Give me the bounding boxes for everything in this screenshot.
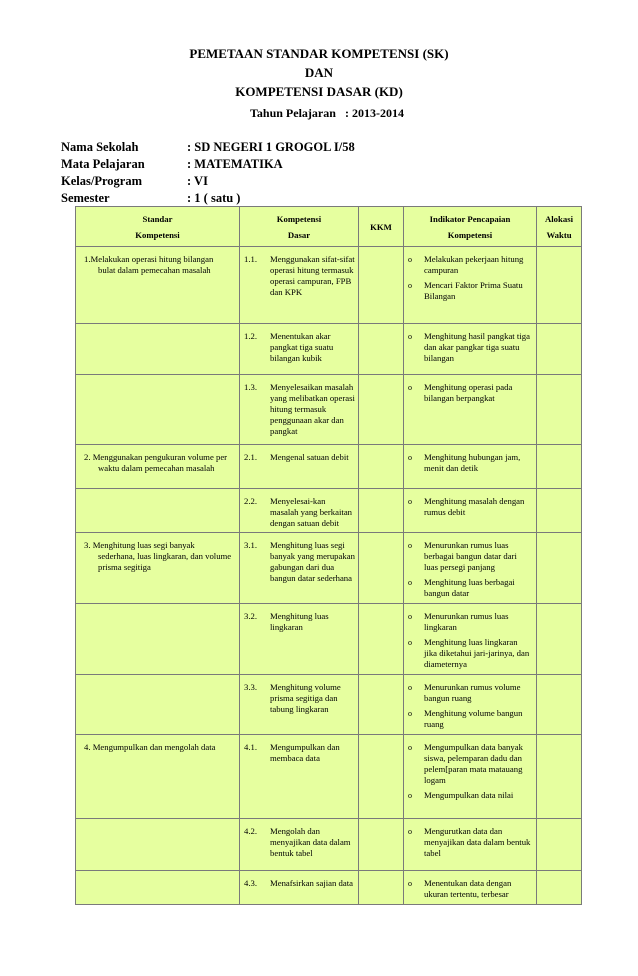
kd-cell — [240, 375, 359, 445]
indicator-item — [408, 540, 532, 573]
alokasi-cell — [537, 819, 582, 871]
col-header-alokasi — [537, 207, 582, 247]
bullet-icon: o — [408, 743, 412, 752]
info-subject — [61, 157, 283, 172]
kd-cell — [240, 489, 359, 533]
bullet-icon: o — [408, 612, 412, 621]
indicator-cell — [404, 324, 537, 375]
indicator-item — [408, 496, 532, 518]
kd-number: 3.1. — [244, 540, 258, 550]
kd-cell — [240, 675, 359, 735]
kkm-cell — [359, 735, 404, 819]
info-value: : 1 ( satu ) — [187, 191, 241, 205]
sk-cell — [76, 675, 240, 735]
indicator-text: Menghitung hasil pangkat tiga dan akar pangkar tiga suatu bilangan — [424, 331, 530, 363]
table-row — [76, 324, 582, 375]
bullet-icon: o — [408, 541, 412, 550]
kkm-cell — [359, 247, 404, 324]
indicator-text: Menghitung volume bangun ruang — [424, 708, 523, 729]
bullet-icon: o — [408, 453, 412, 462]
indicator-text: Menentukan data dengan ukuran tertentu, terbesar — [424, 878, 512, 899]
indicator-cell — [404, 735, 537, 819]
info-value: : MATEMATIKA — [187, 157, 283, 171]
indicator-text: Menghitung luas lingkaran jika diketahui jari-jarinya, dan diameternya — [424, 637, 530, 669]
kd-text: Menentukan akar pangkat tiga suatu bilangan kubik — [270, 331, 334, 363]
indicator-text: Menurunkan rumus luas berbagai bangun datar dari luas persegi panjang — [424, 540, 517, 572]
sk-cell — [76, 324, 240, 375]
indicator-item — [408, 708, 532, 730]
table-row — [76, 604, 582, 675]
table-row — [76, 375, 582, 445]
doc-title-line-2: DAN — [304, 65, 334, 80]
indicator-text: Menurunkan rumus volume bangun ruang — [424, 682, 521, 703]
col-header-text: Standar — [142, 213, 173, 224]
col-header-text: Alokasi — [544, 213, 573, 224]
table-row — [76, 445, 582, 489]
kd-cell — [240, 735, 359, 819]
sk-text: 1.Melakukan operasi hitung bilangan bulat dalam pemecahan masalah — [84, 254, 214, 275]
kkm-cell — [359, 871, 404, 905]
alokasi-cell — [537, 445, 582, 489]
sk-cell — [76, 871, 240, 905]
kd-number: 3.2. — [244, 611, 258, 621]
kd-text: Menghitung volume prisma segitiga dan tabung lingkaran — [270, 682, 341, 714]
kd-cell — [240, 533, 359, 604]
col-header-text: Kompetensi — [447, 229, 493, 240]
bullet-icon: o — [408, 683, 412, 692]
indicator-item — [408, 611, 532, 633]
indicator-cell — [404, 819, 537, 871]
kkm-cell — [359, 604, 404, 675]
alokasi-cell — [537, 735, 582, 819]
sk-cell — [76, 445, 240, 489]
alokasi-cell — [537, 533, 582, 604]
sk-cell — [76, 735, 240, 819]
indicator-cell — [404, 675, 537, 735]
sk-cell — [76, 819, 240, 871]
kkm-cell — [359, 533, 404, 604]
indicator-item — [408, 254, 532, 276]
indicator-cell — [404, 375, 537, 445]
bullet-icon: o — [408, 578, 412, 587]
indicator-item — [408, 280, 532, 302]
kd-number: 2.1. — [244, 452, 258, 462]
info-value: : VI — [187, 174, 208, 188]
alokasi-cell — [537, 675, 582, 735]
kd-text: Mengumpulkan dan membaca data — [270, 742, 340, 763]
bullet-icon: o — [408, 281, 412, 290]
info-school — [61, 140, 355, 155]
indicator-item — [408, 382, 532, 404]
kd-number: 4.2. — [244, 826, 258, 836]
info-label: Nama Sekolah — [61, 140, 139, 154]
kd-cell — [240, 247, 359, 324]
bullet-icon: o — [408, 638, 412, 647]
indicator-text: Mengumpulkan data nilai — [424, 790, 514, 800]
bullet-icon: o — [408, 709, 412, 718]
indicator-text: Menghitung hubungan jam, menit dan detik — [424, 452, 521, 473]
bullet-icon: o — [408, 827, 412, 836]
kd-cell — [240, 324, 359, 375]
bullet-icon: o — [408, 255, 412, 264]
indicator-cell — [404, 871, 537, 905]
kkm-cell — [359, 819, 404, 871]
kkm-cell — [359, 375, 404, 445]
info-class — [61, 174, 208, 189]
indicator-text: Menghitung masalah dengan rumus debit — [424, 496, 525, 517]
kd-number: 1.1. — [244, 254, 258, 264]
kkm-cell — [359, 324, 404, 375]
col-header-text: Kompetensi — [276, 213, 322, 224]
sk-cell — [76, 533, 240, 604]
table-row — [76, 489, 582, 533]
indicator-item — [408, 637, 532, 670]
alokasi-cell — [537, 324, 582, 375]
sk-cell — [76, 489, 240, 533]
academic-year — [250, 106, 404, 121]
info-semester — [61, 191, 241, 206]
kd-text: Mengenal satuan debit — [270, 452, 349, 462]
kd-text: Menyelesaikan masalah yang melibatkan operasi hitung termasuk penggunaan akar dan pangkat — [270, 382, 355, 436]
col-header-text: Indikator Pencapaian — [429, 213, 511, 224]
kd-number: 1.2. — [244, 331, 258, 341]
kd-number: 4.1. — [244, 742, 258, 752]
kd-number: 3.3. — [244, 682, 258, 692]
info-value: : SD NEGERI 1 GROGOL I/58 — [187, 140, 355, 154]
indicator-cell — [404, 604, 537, 675]
col-header-kd — [240, 207, 359, 247]
sk-cell — [76, 247, 240, 324]
kd-number: 4.3. — [244, 878, 258, 888]
bullet-icon: o — [408, 332, 412, 341]
kd-text: Menafsirkan sajian data — [270, 878, 353, 888]
alokasi-cell — [537, 871, 582, 905]
indicator-cell — [404, 533, 537, 604]
kd-cell — [240, 819, 359, 871]
indicator-text: Mengurutkan data dan menyajikan data dalam bentuk tabel — [424, 826, 531, 858]
indicator-text: Melakukan pekerjaan hitung campuran — [424, 254, 524, 275]
col-header-kkm — [359, 207, 404, 247]
indicator-cell — [404, 489, 537, 533]
info-label: Semester — [61, 191, 110, 205]
indicator-item — [408, 331, 532, 364]
col-header-text: Kompetensi — [135, 229, 180, 240]
col-header-text: Dasar — [287, 229, 311, 240]
indicator-item — [408, 577, 532, 599]
table-row — [76, 247, 582, 324]
info-label: Mata Pelajaran — [61, 157, 145, 171]
indicator-text: Menurunkan rumus luas lingkaran — [424, 611, 509, 632]
table-row — [76, 871, 582, 905]
table-header-row — [76, 207, 582, 247]
alokasi-cell — [537, 604, 582, 675]
col-header-text: Waktu — [546, 229, 572, 240]
doc-title-line-3: KOMPETENSI DASAR (KD) — [235, 84, 403, 99]
indicator-text: Menghitung operasi pada bilangan berpangkat — [424, 382, 513, 403]
col-header-sk — [76, 207, 240, 247]
kd-cell — [240, 604, 359, 675]
indicator-text: Menghitung luas berbagai bangun datar — [424, 577, 515, 598]
alokasi-cell — [537, 489, 582, 533]
kd-text: Menghitung luas segi banyak yang merupakan gabungan dari dua bangun datar sederhana — [270, 540, 355, 583]
academic-year-label: Tahun Pelajaran — [250, 106, 336, 120]
info-label: Kelas/Program — [61, 174, 142, 188]
indicator-cell — [404, 247, 537, 324]
kd-text: Menggunakan sifat-sifat operasi hitung termasuk operasi campuran, FPB dan KPK — [270, 254, 355, 297]
bullet-icon: o — [408, 791, 412, 800]
bullet-icon: o — [408, 497, 412, 506]
alokasi-cell — [537, 247, 582, 324]
bullet-icon: o — [408, 383, 412, 392]
indicator-item — [408, 790, 532, 801]
col-header-indicator — [404, 207, 537, 247]
indicator-item — [408, 878, 532, 900]
sk-cell — [76, 375, 240, 445]
indicator-item — [408, 682, 532, 704]
sk-cell — [76, 604, 240, 675]
table-row — [76, 819, 582, 871]
alokasi-cell — [537, 375, 582, 445]
sk-text: 3. Menghitung luas segi banyak sederhana, luas lingkaran, dan volume prisma segitiga — [84, 540, 232, 572]
kkm-cell — [359, 445, 404, 489]
academic-year-value: : 2013-2014 — [345, 106, 404, 120]
indicator-text: Mengumpulkan data banyak siswa, pelemparan dadu dan pelem[paran mata matauang logam — [424, 742, 523, 785]
kd-cell — [240, 445, 359, 489]
indicator-text: Mencari Faktor Prima Suatu Bilangan — [424, 280, 523, 301]
kd-cell — [240, 871, 359, 905]
sk-text: 2. Menggunakan pengukuran volume per waktu dalam pemecahan masalah — [84, 452, 228, 473]
table-row — [76, 675, 582, 735]
kkm-cell — [359, 489, 404, 533]
col-header-text: KKM — [370, 221, 392, 232]
kd-text: Menghitung luas lingkaran — [270, 611, 329, 632]
indicator-item — [408, 452, 532, 474]
indicator-item — [408, 742, 532, 786]
table-row — [76, 533, 582, 604]
kd-number: 2.2. — [244, 496, 258, 506]
kd-text: Menyelesai-kan masalah yang berkaitan dengan satuan debit — [270, 496, 353, 528]
kkm-cell — [359, 675, 404, 735]
table-row — [76, 735, 582, 819]
indicator-cell — [404, 445, 537, 489]
kd-number: 1.3. — [244, 382, 258, 392]
competency-table — [75, 206, 582, 905]
doc-title-line-1: PEMETAAN STANDAR KOMPETENSI (SK) — [189, 46, 449, 61]
sk-text: 4. Mengumpulkan dan mengolah data — [84, 742, 216, 752]
indicator-item — [408, 826, 532, 859]
kd-text: Mengolah dan menyajikan data dalam bentuk tabel — [270, 826, 351, 858]
bullet-icon: o — [408, 879, 412, 888]
